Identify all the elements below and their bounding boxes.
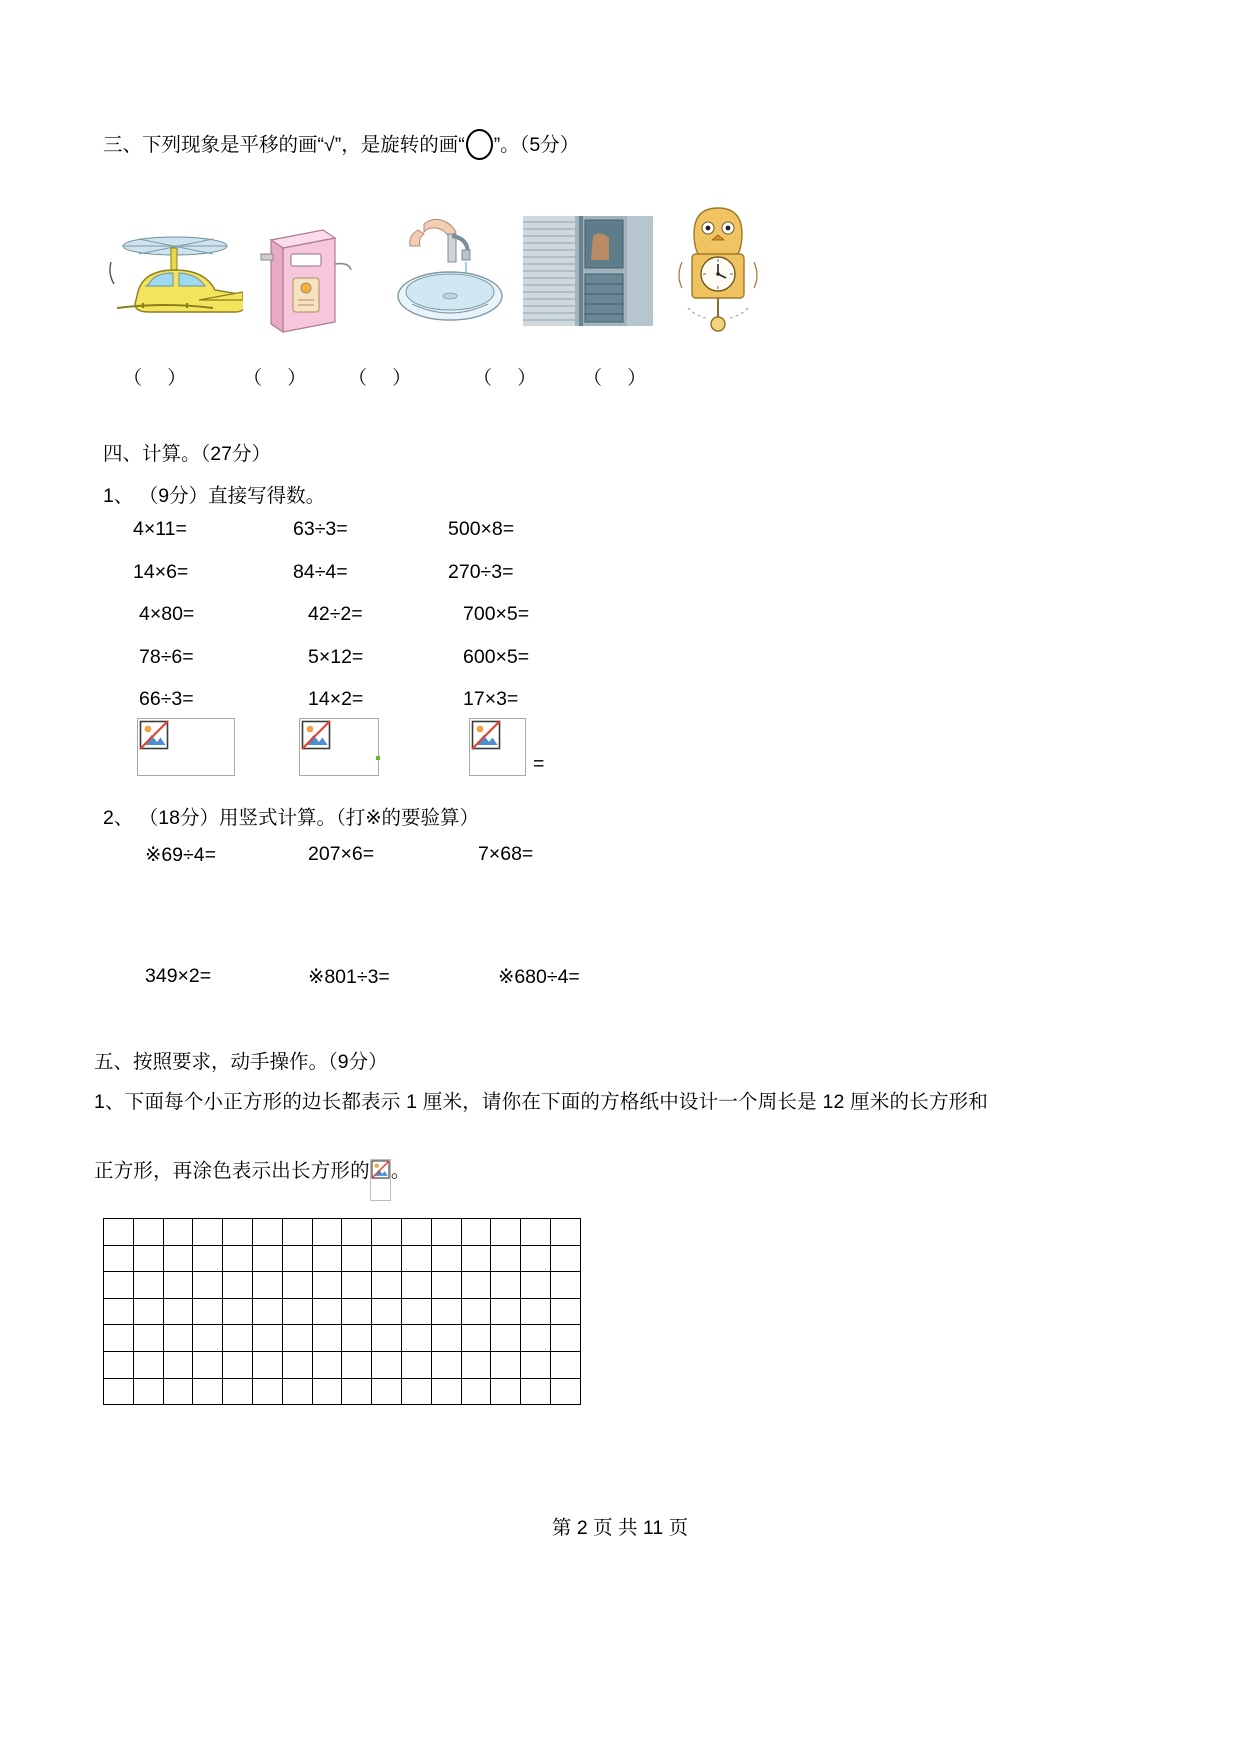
grid-cell[interactable]	[342, 1299, 372, 1326]
answer-bracket-5[interactable]: （ ）	[583, 368, 657, 389]
grid-cell[interactable]	[551, 1219, 581, 1246]
grid-cell[interactable]	[491, 1325, 521, 1352]
grid-cell[interactable]	[402, 1219, 432, 1246]
section-4-heading: 四、计算。（27分）	[103, 443, 271, 465]
oral-calc-item[interactable]: 66÷3=	[139, 688, 194, 710]
grid-cell[interactable]	[313, 1325, 343, 1352]
section-4-sub1-heading: 1、 （9分）直接写得数。	[103, 485, 326, 507]
grid-cell[interactable]	[372, 1352, 402, 1379]
grid-cell[interactable]	[193, 1379, 223, 1406]
grid-cell[interactable]	[193, 1352, 223, 1379]
grid-cell[interactable]	[491, 1219, 521, 1246]
grid-cell[interactable]	[432, 1219, 462, 1246]
grid-cell[interactable]	[521, 1219, 551, 1246]
grid-cell[interactable]	[283, 1379, 313, 1406]
grid-cell[interactable]	[462, 1379, 492, 1406]
grid-cell[interactable]	[521, 1379, 551, 1406]
broken-image-icon	[139, 720, 169, 750]
grid-cell[interactable]	[104, 1299, 134, 1326]
grid-cell[interactable]	[104, 1219, 134, 1246]
grid-cell[interactable]	[372, 1246, 402, 1273]
broken-image-icon	[301, 720, 331, 750]
oral-calc-item[interactable]: 500×8=	[448, 518, 515, 540]
fraction-image	[370, 1159, 391, 1201]
pendulum-clock-image	[668, 204, 768, 339]
helicopter-image	[103, 204, 243, 339]
answer-bracket-3[interactable]: （ ）	[348, 368, 422, 389]
grid-cell[interactable]	[313, 1379, 343, 1406]
grid-cell[interactable]	[313, 1246, 343, 1273]
grid-cell[interactable]	[283, 1246, 313, 1273]
grid-cell[interactable]	[491, 1246, 521, 1273]
oral-calc-item[interactable]: 5×12=	[308, 645, 364, 668]
vertical-calc-item[interactable]: 7×68=	[478, 843, 534, 865]
vertical-calc-item[interactable]: 207×6=	[308, 843, 375, 865]
grid-cell[interactable]	[223, 1325, 253, 1352]
vertical-calc-item[interactable]: ※69÷4=	[145, 844, 216, 866]
oral-calc-item[interactable]: 700×5=	[463, 603, 530, 625]
grid-cell[interactable]	[283, 1272, 313, 1299]
oral-calc-item[interactable]: 4×11=	[133, 518, 187, 540]
grid-cell[interactable]	[253, 1325, 283, 1352]
grid-cell[interactable]	[491, 1352, 521, 1379]
grid-cell[interactable]	[193, 1246, 223, 1273]
grid-cell[interactable]	[462, 1325, 492, 1352]
grid-cell[interactable]	[462, 1246, 492, 1273]
vertical-calc-item[interactable]: ※680÷4=	[498, 966, 580, 988]
grid-cell[interactable]	[551, 1352, 581, 1379]
grid-cell[interactable]	[134, 1379, 164, 1406]
grid-cell[interactable]	[253, 1379, 283, 1406]
grid-cell[interactable]	[104, 1246, 134, 1273]
grid-cell[interactable]	[253, 1272, 283, 1299]
vertical-calc-item[interactable]: ※801÷3=	[308, 966, 390, 988]
vertical-calc-item[interactable]: 349×2=	[145, 965, 212, 987]
grid-cell[interactable]	[521, 1246, 551, 1273]
grid-cell[interactable]	[402, 1272, 432, 1299]
oral-calculation-grid	[103, 518, 663, 731]
page-footer: 第 2 页 共 11 页	[551, 1517, 689, 1539]
pencil-sharpener-image	[253, 204, 373, 339]
grid-cell[interactable]	[134, 1299, 164, 1326]
answer-bracket-4[interactable]: （ ）	[473, 368, 547, 389]
grid-cell[interactable]	[402, 1379, 432, 1406]
oral-calc-item[interactable]: 78÷6=	[139, 645, 194, 668]
grid-cell[interactable]	[551, 1325, 581, 1352]
grid-cell[interactable]	[223, 1246, 253, 1273]
transformation-picture-strip	[103, 204, 763, 344]
grid-cell[interactable]	[134, 1246, 164, 1273]
grid-cell[interactable]	[462, 1299, 492, 1326]
oral-calc-item[interactable]: 270÷3=	[448, 560, 514, 583]
section-5-q1-line2-after: 。	[390, 1160, 411, 1182]
grid-cell[interactable]	[551, 1246, 581, 1273]
oral-calc-item[interactable]: 14×6=	[133, 560, 189, 583]
grid-cell[interactable]	[283, 1299, 313, 1326]
oral-calc-item[interactable]: 42÷2=	[308, 603, 363, 625]
grid-cell[interactable]	[462, 1272, 492, 1299]
grid-cell[interactable]	[164, 1219, 194, 1246]
grid-cell[interactable]	[342, 1272, 372, 1299]
section-3-heading-text-after: ”。（5分）	[493, 134, 580, 156]
grid-cell[interactable]	[313, 1272, 343, 1299]
answer-bracket-2[interactable]: （ ）	[243, 368, 317, 389]
grid-cell[interactable]	[432, 1379, 462, 1406]
grid-cell[interactable]	[432, 1299, 462, 1326]
oral-calc-row	[103, 518, 663, 561]
grid-cell[interactable]	[521, 1272, 551, 1299]
grid-cell[interactable]	[164, 1352, 194, 1379]
broken-image-row	[103, 718, 663, 788]
grid-cell[interactable]	[372, 1219, 402, 1246]
oral-calc-item[interactable]: 84÷4=	[293, 560, 348, 583]
section-5-q1-line1: 1、下面每个小正方形的边长都表示 1 厘米，请你在下面的方格纸中设计一个周长是 12 厘米的长方形和	[94, 1091, 989, 1113]
grid-cell[interactable]	[491, 1299, 521, 1326]
grid-cell[interactable]	[551, 1272, 581, 1299]
green-marker-dot	[376, 756, 380, 760]
section-3-heading-text-before: 三、下列现象是平移的画“√”，是旋转的画“	[103, 134, 465, 156]
grid-cell[interactable]	[432, 1325, 462, 1352]
grid-cell[interactable]	[342, 1325, 372, 1352]
grid-cell[interactable]	[342, 1352, 372, 1379]
formula-image-1	[137, 718, 235, 776]
oral-calc-item[interactable]: 14×2=	[308, 688, 364, 710]
answer-bracket-1[interactable]: （ ）	[123, 368, 197, 389]
section-4-sub2-heading: 2、 （18分）用竖式计算。（打※的要验算）	[103, 807, 480, 829]
grid-cell[interactable]	[223, 1379, 253, 1406]
section-5-heading: 五、按照要求，动手操作。（9分）	[94, 1051, 388, 1073]
grid-cell[interactable]	[521, 1352, 551, 1379]
grid-cell[interactable]	[164, 1246, 194, 1273]
grid-cell[interactable]	[193, 1325, 223, 1352]
grid-cell[interactable]	[283, 1219, 313, 1246]
grid-cell[interactable]	[372, 1299, 402, 1326]
grid-cell[interactable]	[342, 1246, 372, 1273]
grid-cell[interactable]	[164, 1379, 194, 1406]
grid-cell[interactable]	[164, 1272, 194, 1299]
formula-image-2	[299, 718, 379, 776]
grid-cell[interactable]	[551, 1379, 581, 1406]
grid-cell[interactable]	[313, 1299, 343, 1326]
section-5-q1-line2	[94, 1157, 411, 1201]
grid-cell[interactable]	[462, 1219, 492, 1246]
grid-cell[interactable]	[253, 1299, 283, 1326]
grid-cell[interactable]	[104, 1272, 134, 1299]
grid-cell[interactable]	[223, 1219, 253, 1246]
grid-cell[interactable]	[164, 1325, 194, 1352]
grid-cell[interactable]	[134, 1325, 164, 1352]
oral-calc-row	[103, 603, 663, 646]
grid-cell[interactable]	[253, 1246, 283, 1273]
grid-cell[interactable]	[253, 1219, 283, 1246]
answer-bracket-row	[103, 363, 663, 389]
grid-cell[interactable]	[372, 1379, 402, 1406]
grid-cell[interactable]	[342, 1379, 372, 1406]
grid-cell[interactable]	[104, 1379, 134, 1406]
oral-calc-item[interactable]: 4×80=	[139, 603, 195, 625]
grid-cell[interactable]	[223, 1299, 253, 1326]
grid-cell[interactable]	[551, 1299, 581, 1326]
grid-cell[interactable]	[491, 1379, 521, 1406]
grid-cell[interactable]	[134, 1352, 164, 1379]
grid-cell[interactable]	[402, 1299, 432, 1326]
grid-cell[interactable]	[491, 1272, 521, 1299]
grid-cell[interactable]	[313, 1219, 343, 1246]
grid-cell[interactable]	[193, 1299, 223, 1326]
faucet-sink-image	[388, 204, 518, 339]
grid-cell[interactable]	[521, 1325, 551, 1352]
grid-cell[interactable]	[402, 1325, 432, 1352]
oral-calc-row	[103, 646, 663, 689]
oral-calc-item[interactable]: 600×5=	[463, 645, 530, 668]
grid-cell[interactable]	[134, 1272, 164, 1299]
grid-cell[interactable]	[313, 1352, 343, 1379]
grid-cell[interactable]	[402, 1246, 432, 1273]
grid-paper[interactable]	[103, 1218, 581, 1405]
grid-cell[interactable]	[164, 1299, 194, 1326]
vertical-calc-row	[103, 965, 723, 995]
grid-cell[interactable]	[372, 1272, 402, 1299]
window-blinds-image	[523, 204, 653, 339]
grid-cell[interactable]	[193, 1272, 223, 1299]
oral-calc-item[interactable]: 17×3=	[463, 688, 519, 710]
grid-cell[interactable]	[521, 1299, 551, 1326]
grid-cell[interactable]	[283, 1352, 313, 1379]
broken-image-icon	[471, 720, 501, 750]
grid-cell[interactable]	[104, 1352, 134, 1379]
vertical-calc-row	[103, 843, 723, 873]
grid-cell[interactable]	[462, 1352, 492, 1379]
grid-cell[interactable]	[223, 1352, 253, 1379]
grid-cell[interactable]	[193, 1219, 223, 1246]
grid-cell[interactable]	[372, 1325, 402, 1352]
broken-image-icon	[371, 1160, 390, 1179]
grid-cell[interactable]	[104, 1325, 134, 1352]
grid-cell[interactable]	[432, 1272, 462, 1299]
section-3-heading	[103, 129, 579, 160]
oral-calc-row	[103, 561, 663, 604]
grid-cell[interactable]	[134, 1219, 164, 1246]
grid-cell[interactable]	[283, 1325, 313, 1352]
formula-image-3	[469, 718, 526, 776]
equals-sign: =	[533, 753, 545, 775]
grid-cell[interactable]	[223, 1272, 253, 1299]
grid-cell[interactable]	[432, 1352, 462, 1379]
grid-cell[interactable]	[342, 1219, 372, 1246]
grid-cell[interactable]	[432, 1246, 462, 1273]
section-5-q1-line2-before: 正方形，再涂色表示出长方形的	[94, 1160, 370, 1182]
oral-calc-item[interactable]: 63÷3=	[293, 518, 348, 540]
grid-cell[interactable]	[253, 1352, 283, 1379]
circle-icon	[466, 129, 493, 160]
grid-cell[interactable]	[402, 1352, 432, 1379]
